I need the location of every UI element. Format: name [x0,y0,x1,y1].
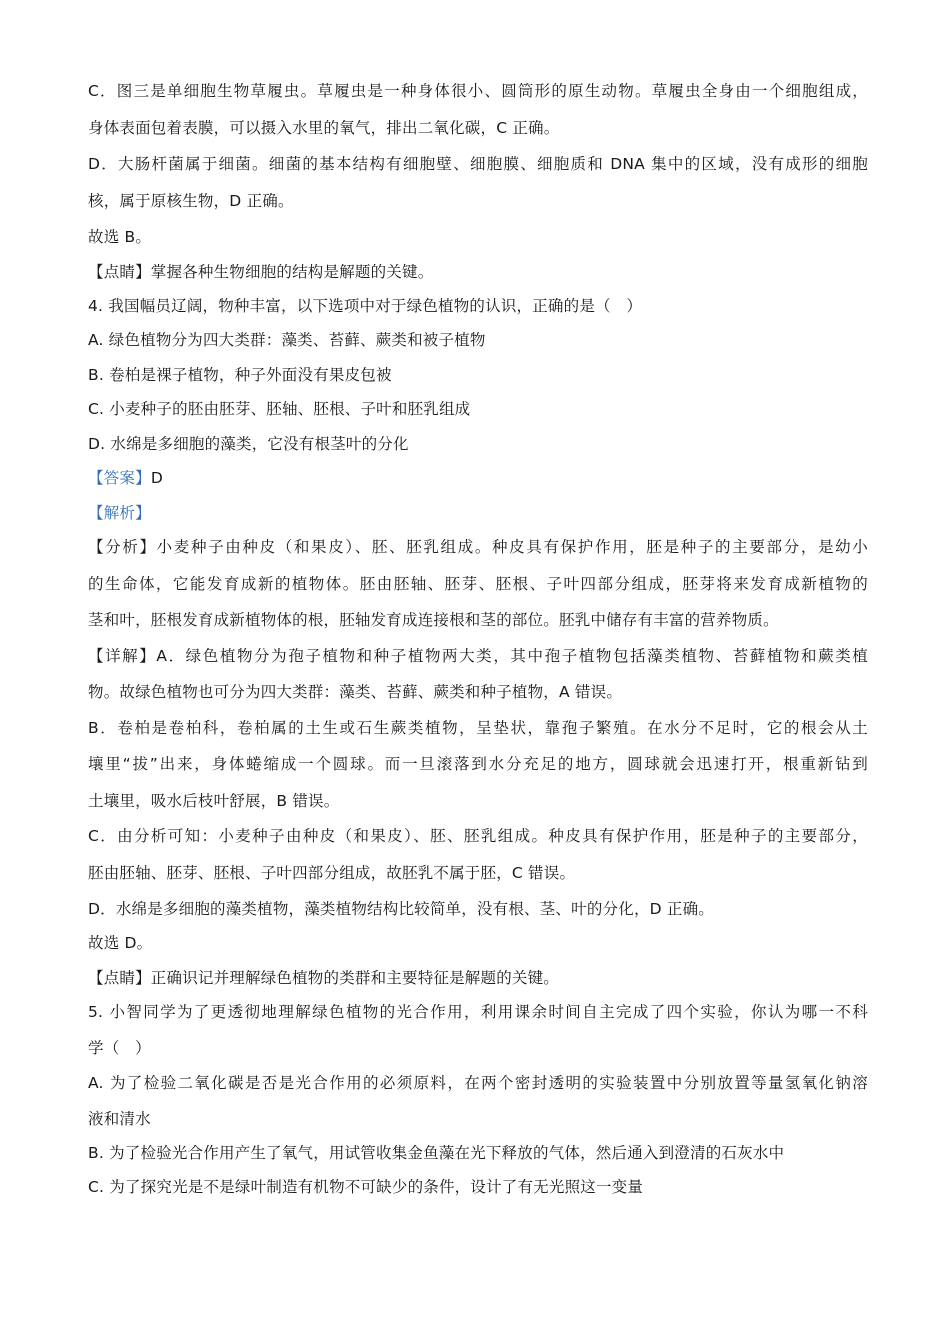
option-c: C. 为了探究光是不是绿叶制造有机物不可缺少的条件，设计了有无光照这一变量 [88,1178,644,1196]
question-5-stem: 5. 小智同学为了更透彻地理解绿色植物的光合作用，利用课余时间自主完成了四个实验，你认为哪一不科 [88,1003,868,1021]
text-line: 故选 B。 [88,228,152,246]
text-line: C．图三是单细胞生物草履虫。草履虫是一种身体很小、圆筒形的原生动物。草履虫全身由一个细胞组成， [88,82,868,100]
text-line: 故选 D。 [88,934,153,952]
answer-value: D [150,469,163,487]
text-line: 【详解】A．绿色植物分为孢子植物和种子植物两大类，其中孢子植物包括藻类植物、苔藓植物和蕨类植 [88,647,868,665]
text-line: 壤里“拔”出来，身体蜷缩成一个圆球。而一旦滚落到水分充足的地方，圆球就会迅速打开，根重新钻到 [88,755,868,773]
text-line: 【分析】小麦种子由种皮（和果皮）、胚、胚乳组成。种皮具有保护作用，胚是种子的主要部分，是幼小 [88,538,868,556]
text-line: D．水绵是多细胞的藻类植物，藻类植物结构比较简单，没有根、茎、叶的分化，D 正确。 [88,900,715,918]
text-line: 物。故绿色植物也可分为四大类群：藻类、苔藓、蕨类和种子植物，A 错误。 [88,683,623,701]
question-4-stem: 4. 我国幅员辽阔，物种丰富，以下选项中对于绿色植物的认识，正确的是（ ） [88,297,643,315]
option-b: B. 为了检验光合作用产生了氧气，用试管收集金鱼藻在光下释放的气体，然后通入到澄清的石灰水中 [88,1144,785,1162]
text-line: 土壤里，吸水后枝叶舒展，B 错误。 [88,792,340,810]
text-line: 核，属于原核生物，D 正确。 [88,192,294,210]
option-a: A. 绿色植物分为四大类群：藻类、苔藓、蕨类和被子植物 [88,331,486,349]
text-line: 学（ ） [88,1039,151,1057]
option-b: B. 卷柏是裸子植物，种子外面没有果皮包被 [88,366,392,384]
text-line: 液和清水 [88,1110,151,1128]
analysis-label: 【解析】 [88,504,151,522]
text-line: C．由分析可知：小麦种子由种皮（和果皮）、胚、胚乳组成。种皮具有保护作用，胚是种子的主要部分， [88,827,868,845]
text-line: 胚由胚轴、胚芽、胚根、子叶四部分组成，故胚乳不属于胚，C 错误。 [88,864,576,882]
text-line: 【点睛】正确识记并理解绿色植物的类群和主要特征是解题的关键。 [88,969,560,987]
text-line: D．大肠杆菌属于细菌。细菌的基本结构有细胞壁、细胞膜、细胞质和 DNA 集中的区域，没有成形的细胞 [88,155,868,173]
answer-label: 【答案】 [88,469,151,487]
text-line: B．卷柏是卷柏科，卷柏属的土生或石生蕨类植物，呈垫状，靠孢子繁殖。在水分不足时，它的根会从土 [88,719,868,737]
option-c: C. 小麦种子的胚由胚芽、胚轴、胚根、子叶和胚乳组成 [88,400,471,418]
text-line: 茎和叶，胚根发育成新植物体的根，胚轴发育成连接根和茎的部位。胚乳中储存有丰富的营养物质。 [88,611,779,629]
text-line: 【点睛】掌握各种生物细胞的结构是解题的关键。 [88,263,434,281]
text-line: 的生命体，它能发育成新的植物体。胚由胚轴、胚芽、胚根、子叶四部分组成，胚芽将来发育成新植物的 [88,575,868,593]
text-line: 身体表面包着表膜，可以摄入水里的氧气，排出二氧化碳，C 正确。 [88,119,560,137]
answer-line [88,467,868,489]
option-a: A. 为了检验二氧化碳是否是光合作用的必须原料，在两个密封透明的实验装置中分别放置等量氢氧化钠溶 [88,1074,868,1092]
option-d: D. 水绵是多细胞的藻类，它没有根茎叶的分化 [88,435,409,453]
